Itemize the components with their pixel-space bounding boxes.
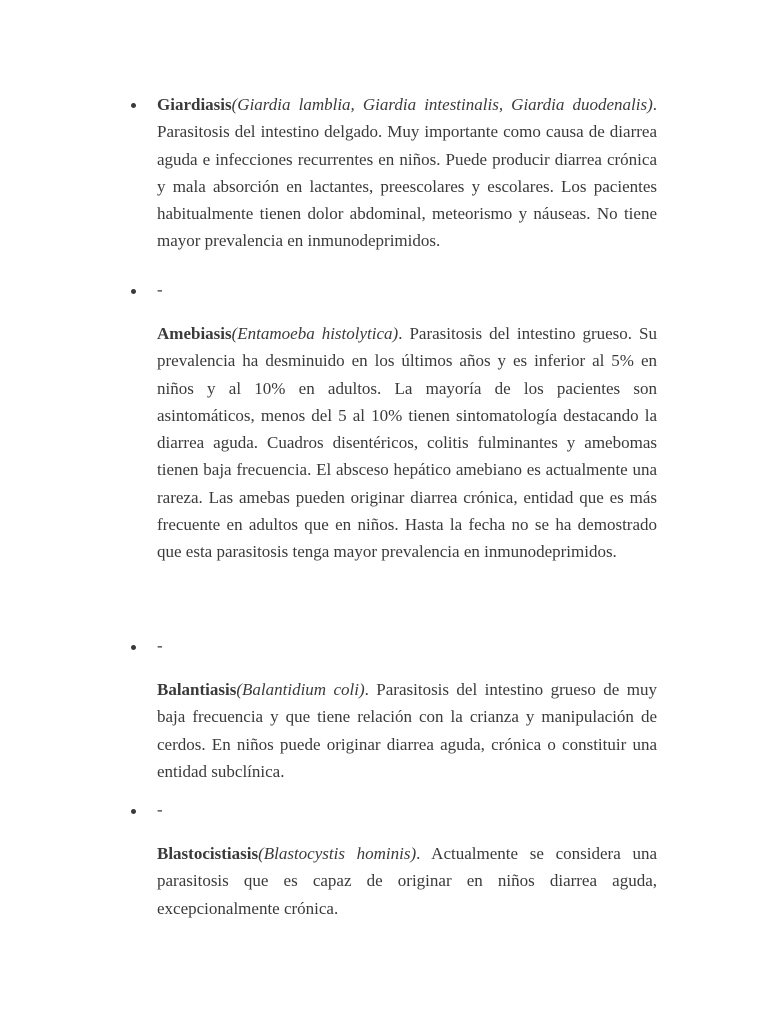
dash-balantiasis: - — [157, 636, 163, 655]
species-blastocistiasis: (Blastocystis hominis) — [258, 844, 417, 863]
paragraph-giardiasis — [157, 91, 657, 255]
bullet-giardiasis — [131, 103, 139, 111]
text-balantiasis: . Parasitosis del intestino grueso de muy baja frecuencia y que tiene relación con la crianza y manipulación de cerdos. En niños puede originar diarrea aguda, crónica o constituir una entidad subclínica. — [157, 680, 657, 781]
paragraph-balantiasis — [157, 676, 657, 785]
text-giardiasis: . Parasitosis del intestino delgado. Muy importante como causa de diarrea aguda e infecciones recurrentes en niños. Puede producir diarrea crónica y mala absorción en lactantes, preescolares y escolares. Los pacientes habitualmente tienen dolor abdominal, meteorismo y náuseas. No tiene mayor prevalencia en inmunodeprimidos. — [157, 95, 657, 251]
term-amebiasis: Amebiasis — [157, 324, 232, 343]
bullet-blastocistiasis — [131, 809, 139, 817]
bullet-balantiasis — [131, 645, 139, 653]
term-balantiasis: Balantiasis — [157, 680, 237, 699]
species-balantiasis: (Balantidium coli) — [236, 680, 365, 699]
term-giardiasis: Giardiasis — [157, 95, 232, 114]
term-blastocistiasis: Blastocistiasis — [157, 844, 259, 863]
species-amebiasis: (Entamoeba histolytica) — [231, 324, 399, 343]
bullet-amebiasis — [131, 289, 139, 297]
text-amebiasis: . Parasitosis del intestino grueso. Su prevalencia ha desminuido en los últimos años y es inferior al 5% en niños y al 10% en adultos. La mayoría de los pacientes son asintomáticos, menos del 5 al 10% tienen sintomatología destacando la diarrea aguda. Cuadros disentéricos, colitis fulminantes y amebomas tienen baja frecuencia. El absceso hepático amebiano es actualmente una rareza. Las amebas pueden originar diarrea crónica, entidad que es más frecuente en adultos que en niños. Hasta la fecha no se ha demostrado que esta parasitosis tenga mayor prevalencia en inmunodeprimidos. — [157, 324, 657, 562]
species-giardiasis: (Giardia lamblia, Giardia intestinalis, Giardia duodenalis) — [231, 95, 653, 114]
text-blastocistiasis: . Actualmente se considera una parasitosis que es capaz de originar en niños diarrea aguda, excepcionalmente crónica. — [157, 844, 657, 918]
dash-amebiasis: - — [157, 280, 163, 299]
dash-blastocistiasis: - — [157, 800, 163, 819]
paragraph-blastocistiasis — [157, 840, 657, 922]
paragraph-amebiasis — [157, 320, 657, 566]
